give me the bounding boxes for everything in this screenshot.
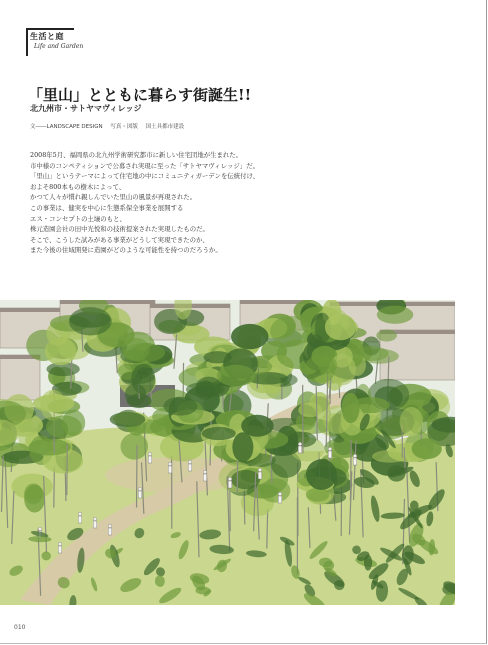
page-number: 010 <box>14 624 26 631</box>
article-subtitle: 北九州市・サトヤマヴィレッジ <box>30 104 142 113</box>
person-head <box>258 468 262 472</box>
person-head <box>298 442 302 446</box>
person-body <box>328 451 332 458</box>
tree-canopy <box>241 415 273 437</box>
lead-line: 市中様のコンペティションで公募され実現に至った「サトヤマヴィレッジ」だ。 <box>30 161 259 170</box>
lead-line: また今後の住域開発に造園がどのような可能性を持つのだろうか。 <box>30 246 222 255</box>
tree-canopy <box>110 412 146 427</box>
tree-canopy <box>163 397 197 416</box>
person-head <box>108 524 112 528</box>
person-body <box>78 516 82 523</box>
person-body <box>188 464 192 471</box>
tree-canopy <box>33 395 75 413</box>
tree-canopy <box>318 356 337 374</box>
house <box>0 355 40 400</box>
section-mark-label: 生活と庭 <box>30 31 64 41</box>
lead-line: およそ800本もの樹木によって、 <box>30 182 126 191</box>
tree-canopy <box>120 433 148 460</box>
tree-canopy <box>376 329 397 341</box>
person-body <box>258 472 262 479</box>
tree-trunk <box>137 445 138 508</box>
tree-canopy <box>412 438 442 459</box>
credit-photo: 国土具都市建設 <box>145 124 185 130</box>
tree-canopy <box>24 483 43 504</box>
tree-canopy <box>298 402 322 417</box>
credits <box>30 124 190 131</box>
tree-canopy <box>325 314 356 340</box>
credit-photo-label: 写真・図版 <box>110 124 138 130</box>
tree-canopy <box>202 427 236 440</box>
person-head <box>228 477 232 481</box>
tree-canopy <box>28 439 71 456</box>
person-body <box>228 481 232 488</box>
illustration-canvas <box>0 300 455 605</box>
lead-line: エス・コンセプトの土壌のもと、 <box>30 214 126 223</box>
house-roof <box>0 308 70 312</box>
tree-canopy <box>46 415 82 438</box>
person-body <box>168 466 172 473</box>
person-body <box>58 546 62 553</box>
lead-line: 株元造園会社の田中光悦和の技術提案された実現したものだ。 <box>30 225 209 234</box>
tree-canopy <box>232 432 253 462</box>
person-body <box>298 446 302 453</box>
lead-line: 2008年5月、福岡県の北九州学術研究都市に新しい住宅団地が生まれた。 <box>30 151 243 159</box>
lead-line: この事業は、健実を中心に生態系保全事業を展開する <box>30 203 184 212</box>
person-head <box>138 487 142 491</box>
person-body <box>93 521 97 528</box>
tree-canopy <box>342 393 360 423</box>
tree-canopy <box>217 365 256 387</box>
person-head <box>93 517 97 521</box>
person-head <box>78 512 82 516</box>
person-head <box>188 460 192 464</box>
person-head <box>58 542 62 546</box>
tree-canopy <box>131 364 155 395</box>
foreground-leaf <box>364 555 372 571</box>
lead-line: かつて人々が慣れ親しんでいた里山の風景が再現された。 <box>30 193 197 202</box>
tree-canopy <box>306 459 337 490</box>
person-body <box>148 456 152 463</box>
section-mark-label-en: Life and Garden <box>34 43 84 50</box>
person-body <box>203 474 207 481</box>
lead-paragraph <box>30 150 450 256</box>
person-head <box>328 447 332 451</box>
tree-trunk <box>54 467 55 507</box>
person-head <box>278 492 282 496</box>
person-head <box>168 462 172 466</box>
person-body <box>108 528 112 535</box>
tree-trunk <box>350 440 351 500</box>
tree-canopy <box>69 307 112 335</box>
article-title: 「里山」とともに暮らす街誕生!! <box>28 86 252 104</box>
tree-canopy <box>287 432 316 448</box>
tree-canopy <box>195 380 215 400</box>
person-head <box>353 454 357 458</box>
person-head <box>203 470 207 474</box>
tree-canopy <box>306 488 329 502</box>
lead-line: 「里山」というテーマによって住宅地の中にコミュニティガーデンを伝統付け、 <box>30 172 260 181</box>
person-body <box>353 458 357 465</box>
person-body <box>278 496 282 503</box>
person-body <box>138 491 142 498</box>
person-head <box>148 452 152 456</box>
section-mark <box>26 28 84 56</box>
tree-canopy <box>377 306 413 324</box>
satoyama-illustration <box>0 300 455 605</box>
person-head <box>38 527 42 531</box>
lead-line: そこで、こうした試みがある事業がどうして実現できたのか、 <box>30 235 209 244</box>
tree-canopy <box>231 324 269 349</box>
tree-canopy <box>400 407 423 437</box>
credit-author: 文――LANDSCAPE DESIGN <box>30 124 103 130</box>
tree-canopy <box>124 343 165 362</box>
